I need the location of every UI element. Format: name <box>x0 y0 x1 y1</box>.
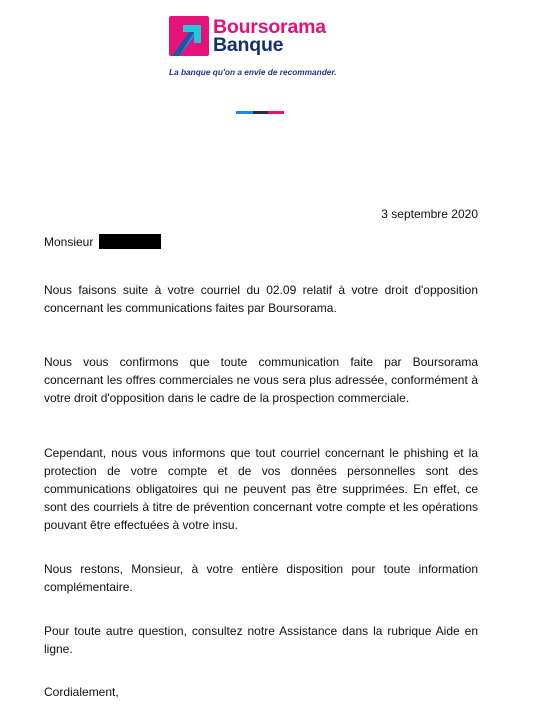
divider-segment-pink <box>268 111 284 114</box>
bank-logo <box>169 16 369 80</box>
logo-word-boursorama: Boursorama <box>213 16 326 38</box>
header-divider <box>236 111 284 114</box>
paragraph-3: Cependant, nous vous informons que tout courriel concernant le phishing et la protection de votre compte et de vos données personnelles sont des communications obligatoires qui ne peuvent pas être supprimées. En effet, ce sont des courriels à titre de prévention concernant votre compte et les opérations pouvant être effectuées à votre insu. <box>44 446 478 532</box>
salutation-text: Monsieur <box>44 235 94 249</box>
divider-segment-blue <box>236 111 253 114</box>
paragraph-5: Pour toute autre question, consultez notre Assistance dans la rubrique Aide en ligne. <box>44 624 478 656</box>
redacted-name <box>99 234 161 249</box>
salutation <box>44 234 161 250</box>
paragraph-1: Nous faisons suite à votre courriel du 02.09 relatif à votre droit d'opposition concernant les communications faites par Boursorama. <box>44 283 478 315</box>
divider-segment-dark <box>253 111 268 114</box>
logo-tagline: La banque qu'on a envie de recommander. <box>169 67 337 77</box>
logo-word-banque: Banque <box>213 34 284 56</box>
letter-date: 3 septembre 2020 <box>381 207 478 221</box>
closing: Cordialement, <box>44 685 119 699</box>
boursorama-arrow-icon <box>169 16 209 56</box>
paragraph-2: Nous vous confirmons que toute communication faite par Boursorama concernant les offres commerciales ne vous sera plus adressée, conformément à votre droit d'opposition dans le cadre de la prospection commerciale. <box>44 355 478 405</box>
paragraph-4: Nous restons, Monsieur, à votre entière disposition pour toute information complémentaire. <box>44 562 478 594</box>
